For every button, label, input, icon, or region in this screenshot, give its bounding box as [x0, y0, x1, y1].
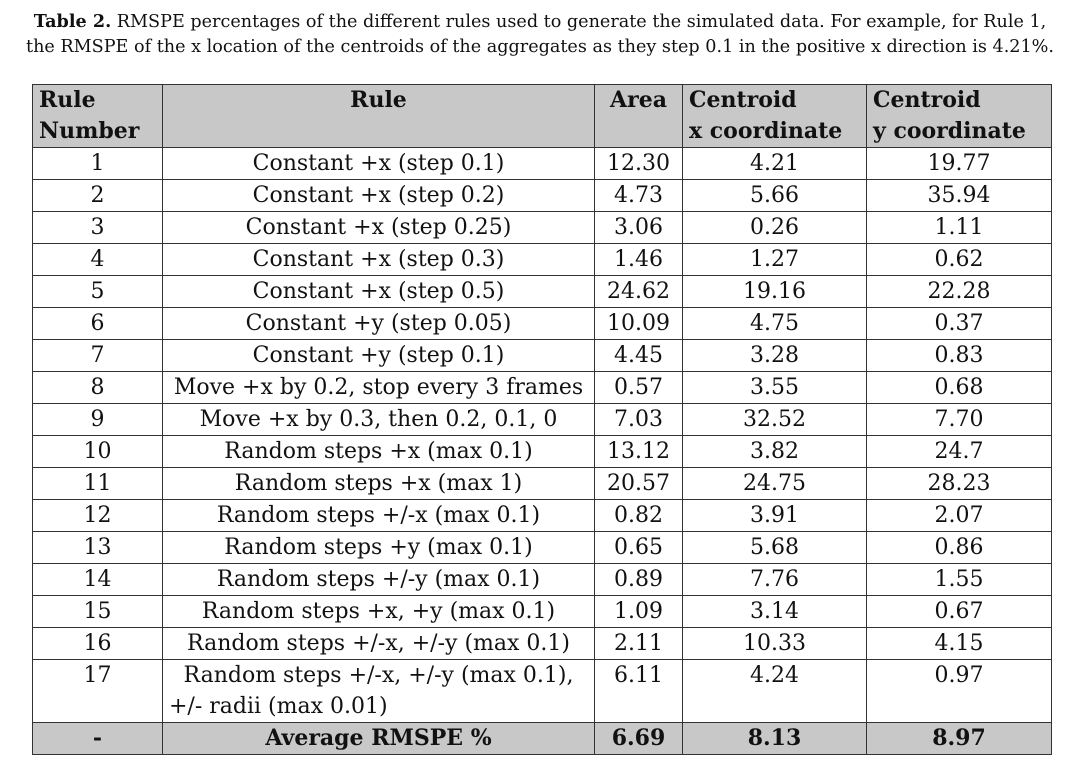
header-rule-number: Rule Number [33, 85, 163, 148]
header-rule: Rule [163, 85, 595, 148]
table-row [33, 148, 1052, 180]
cell-area: 20.57 [595, 468, 683, 500]
cell-area: 7.03 [595, 404, 683, 436]
cell-area: 0.82 [595, 500, 683, 532]
cell-centroid-y: 0.83 [867, 340, 1052, 372]
cell-centroid-y: 24.7 [867, 436, 1052, 468]
table-row [33, 276, 1052, 308]
cell-rule-number: 8 [33, 372, 163, 404]
cell-centroid-x: 4.24 [683, 660, 867, 723]
cell-area: 1.46 [595, 244, 683, 276]
cell-rule: Constant +y (step 0.1) [163, 340, 595, 372]
cell-rule-number: 4 [33, 244, 163, 276]
table-row [33, 180, 1052, 212]
cell-centroid-y: 35.94 [867, 180, 1052, 212]
table-row-17 [33, 660, 1052, 723]
header-area: Area [595, 85, 683, 148]
cell-rule-number: 1 [33, 148, 163, 180]
cell-rule: Constant +x (step 0.25) [163, 212, 595, 244]
table-row [33, 596, 1052, 628]
cell-centroid-y: 2.07 [867, 500, 1052, 532]
cell-centroid-y: 28.23 [867, 468, 1052, 500]
cell-area: 2.11 [595, 628, 683, 660]
rmspe-table [32, 84, 1052, 755]
cell-rule-number: 11 [33, 468, 163, 500]
header-row [33, 85, 1052, 148]
cell-area: 1.09 [595, 596, 683, 628]
cell-rule-number: 9 [33, 404, 163, 436]
cell-centroid-y: 7.70 [867, 404, 1052, 436]
cell-centroid-y: 1.55 [867, 564, 1052, 596]
average-centroid-y: 8.97 [867, 723, 1052, 755]
table-row [33, 244, 1052, 276]
cell-rule: Constant +x (step 0.3) [163, 244, 595, 276]
cell-centroid-y: 19.77 [867, 148, 1052, 180]
cell-rule-number: 3 [33, 212, 163, 244]
cell-area: 0.57 [595, 372, 683, 404]
cell-area: 6.11 [595, 660, 683, 723]
cell-rule-number: 5 [33, 276, 163, 308]
cell-rule: Random steps +x (max 1) [163, 468, 595, 500]
table-row [33, 500, 1052, 532]
cell-rule-number: 15 [33, 596, 163, 628]
cell-rule: Constant +x (step 0.2) [163, 180, 595, 212]
cell-area: 4.45 [595, 340, 683, 372]
caption-text-2: the RMSPE of the x location of the centroids of the aggregates as they step 0.1 in the positive x direction is 4.21%. [26, 37, 1054, 57]
cell-centroid-x: 1.27 [683, 244, 867, 276]
cell-centroid-y: 0.86 [867, 532, 1052, 564]
caption-text-1: RMSPE percentages of the different rules used to generate the simulated data. For example, for Rule 1, [116, 12, 1047, 32]
cell-area: 0.65 [595, 532, 683, 564]
cell-rule: Random steps +/-y (max 0.1) [163, 564, 595, 596]
table-row [33, 532, 1052, 564]
cell-rule-number: 7 [33, 340, 163, 372]
cell-centroid-y: 4.15 [867, 628, 1052, 660]
cell-area: 10.09 [595, 308, 683, 340]
header-centroid-y: Centroid y coordinate [867, 85, 1052, 148]
cell-centroid-x: 3.91 [683, 500, 867, 532]
cell-centroid-x: 10.33 [683, 628, 867, 660]
cell-area: 24.62 [595, 276, 683, 308]
cell-rule-number: 17 [33, 660, 163, 723]
cell-centroid-y: 0.67 [867, 596, 1052, 628]
cell-centroid-x: 3.82 [683, 436, 867, 468]
cell-rule: Constant +x (step 0.1) [163, 148, 595, 180]
average-area: 6.69 [595, 723, 683, 755]
cell-rule-number: 6 [33, 308, 163, 340]
cell-area: 4.73 [595, 180, 683, 212]
cell-area: 0.89 [595, 564, 683, 596]
table-row [33, 436, 1052, 468]
cell-area: 13.12 [595, 436, 683, 468]
table-row [33, 212, 1052, 244]
average-label: Average RMSPE % [163, 723, 595, 755]
table-row [33, 404, 1052, 436]
average-centroid-x: 8.13 [683, 723, 867, 755]
cell-rule: Random steps +/-x, +/-y (max 0.1), +/- radii (max 0.01) [163, 660, 595, 723]
cell-rule-number: 2 [33, 180, 163, 212]
cell-area: 12.30 [595, 148, 683, 180]
cell-centroid-x: 0.26 [683, 212, 867, 244]
caption-label: Table 2. [33, 11, 112, 32]
table-row [33, 372, 1052, 404]
cell-centroid-y: 0.97 [867, 660, 1052, 723]
cell-rule: Constant +y (step 0.05) [163, 308, 595, 340]
cell-rule: Random steps +/-x, +/-y (max 0.1) [163, 628, 595, 660]
cell-area: 3.06 [595, 212, 683, 244]
average-row [33, 723, 1052, 755]
cell-rule: Random steps +/-x (max 0.1) [163, 500, 595, 532]
cell-centroid-y: 0.68 [867, 372, 1052, 404]
header-centroid-x: Centroid x coordinate [683, 85, 867, 148]
cell-rule-number: 13 [33, 532, 163, 564]
cell-centroid-x: 3.14 [683, 596, 867, 628]
cell-centroid-y: 0.37 [867, 308, 1052, 340]
cell-centroid-x: 32.52 [683, 404, 867, 436]
table-row [33, 468, 1052, 500]
cell-centroid-x: 4.75 [683, 308, 867, 340]
table-row [33, 564, 1052, 596]
cell-centroid-y: 22.28 [867, 276, 1052, 308]
cell-centroid-x: 3.55 [683, 372, 867, 404]
table-caption [8, 9, 1072, 60]
cell-centroid-x: 19.16 [683, 276, 867, 308]
cell-centroid-x: 24.75 [683, 468, 867, 500]
table-row [33, 308, 1052, 340]
cell-rule-number: 12 [33, 500, 163, 532]
cell-rule: Random steps +x (max 0.1) [163, 436, 595, 468]
table-row [33, 340, 1052, 372]
cell-rule-number: 14 [33, 564, 163, 596]
cell-rule-number: 10 [33, 436, 163, 468]
caption-line-1 [8, 9, 1072, 35]
cell-rule: Move +x by 0.3, then 0.2, 0.1, 0 [163, 404, 595, 436]
cell-centroid-x: 5.68 [683, 532, 867, 564]
cell-rule: Random steps +y (max 0.1) [163, 532, 595, 564]
average-number: - [33, 723, 163, 755]
table-row [33, 628, 1052, 660]
cell-rule: Constant +x (step 0.5) [163, 276, 595, 308]
cell-centroid-y: 0.62 [867, 244, 1052, 276]
cell-centroid-x: 3.28 [683, 340, 867, 372]
cell-rule: Move +x by 0.2, stop every 3 frames [163, 372, 595, 404]
cell-rule: Random steps +x, +y (max 0.1) [163, 596, 595, 628]
cell-centroid-x: 7.76 [683, 564, 867, 596]
cell-centroid-x: 4.21 [683, 148, 867, 180]
cell-centroid-y: 1.11 [867, 212, 1052, 244]
cell-centroid-x: 5.66 [683, 180, 867, 212]
cell-rule-number: 16 [33, 628, 163, 660]
